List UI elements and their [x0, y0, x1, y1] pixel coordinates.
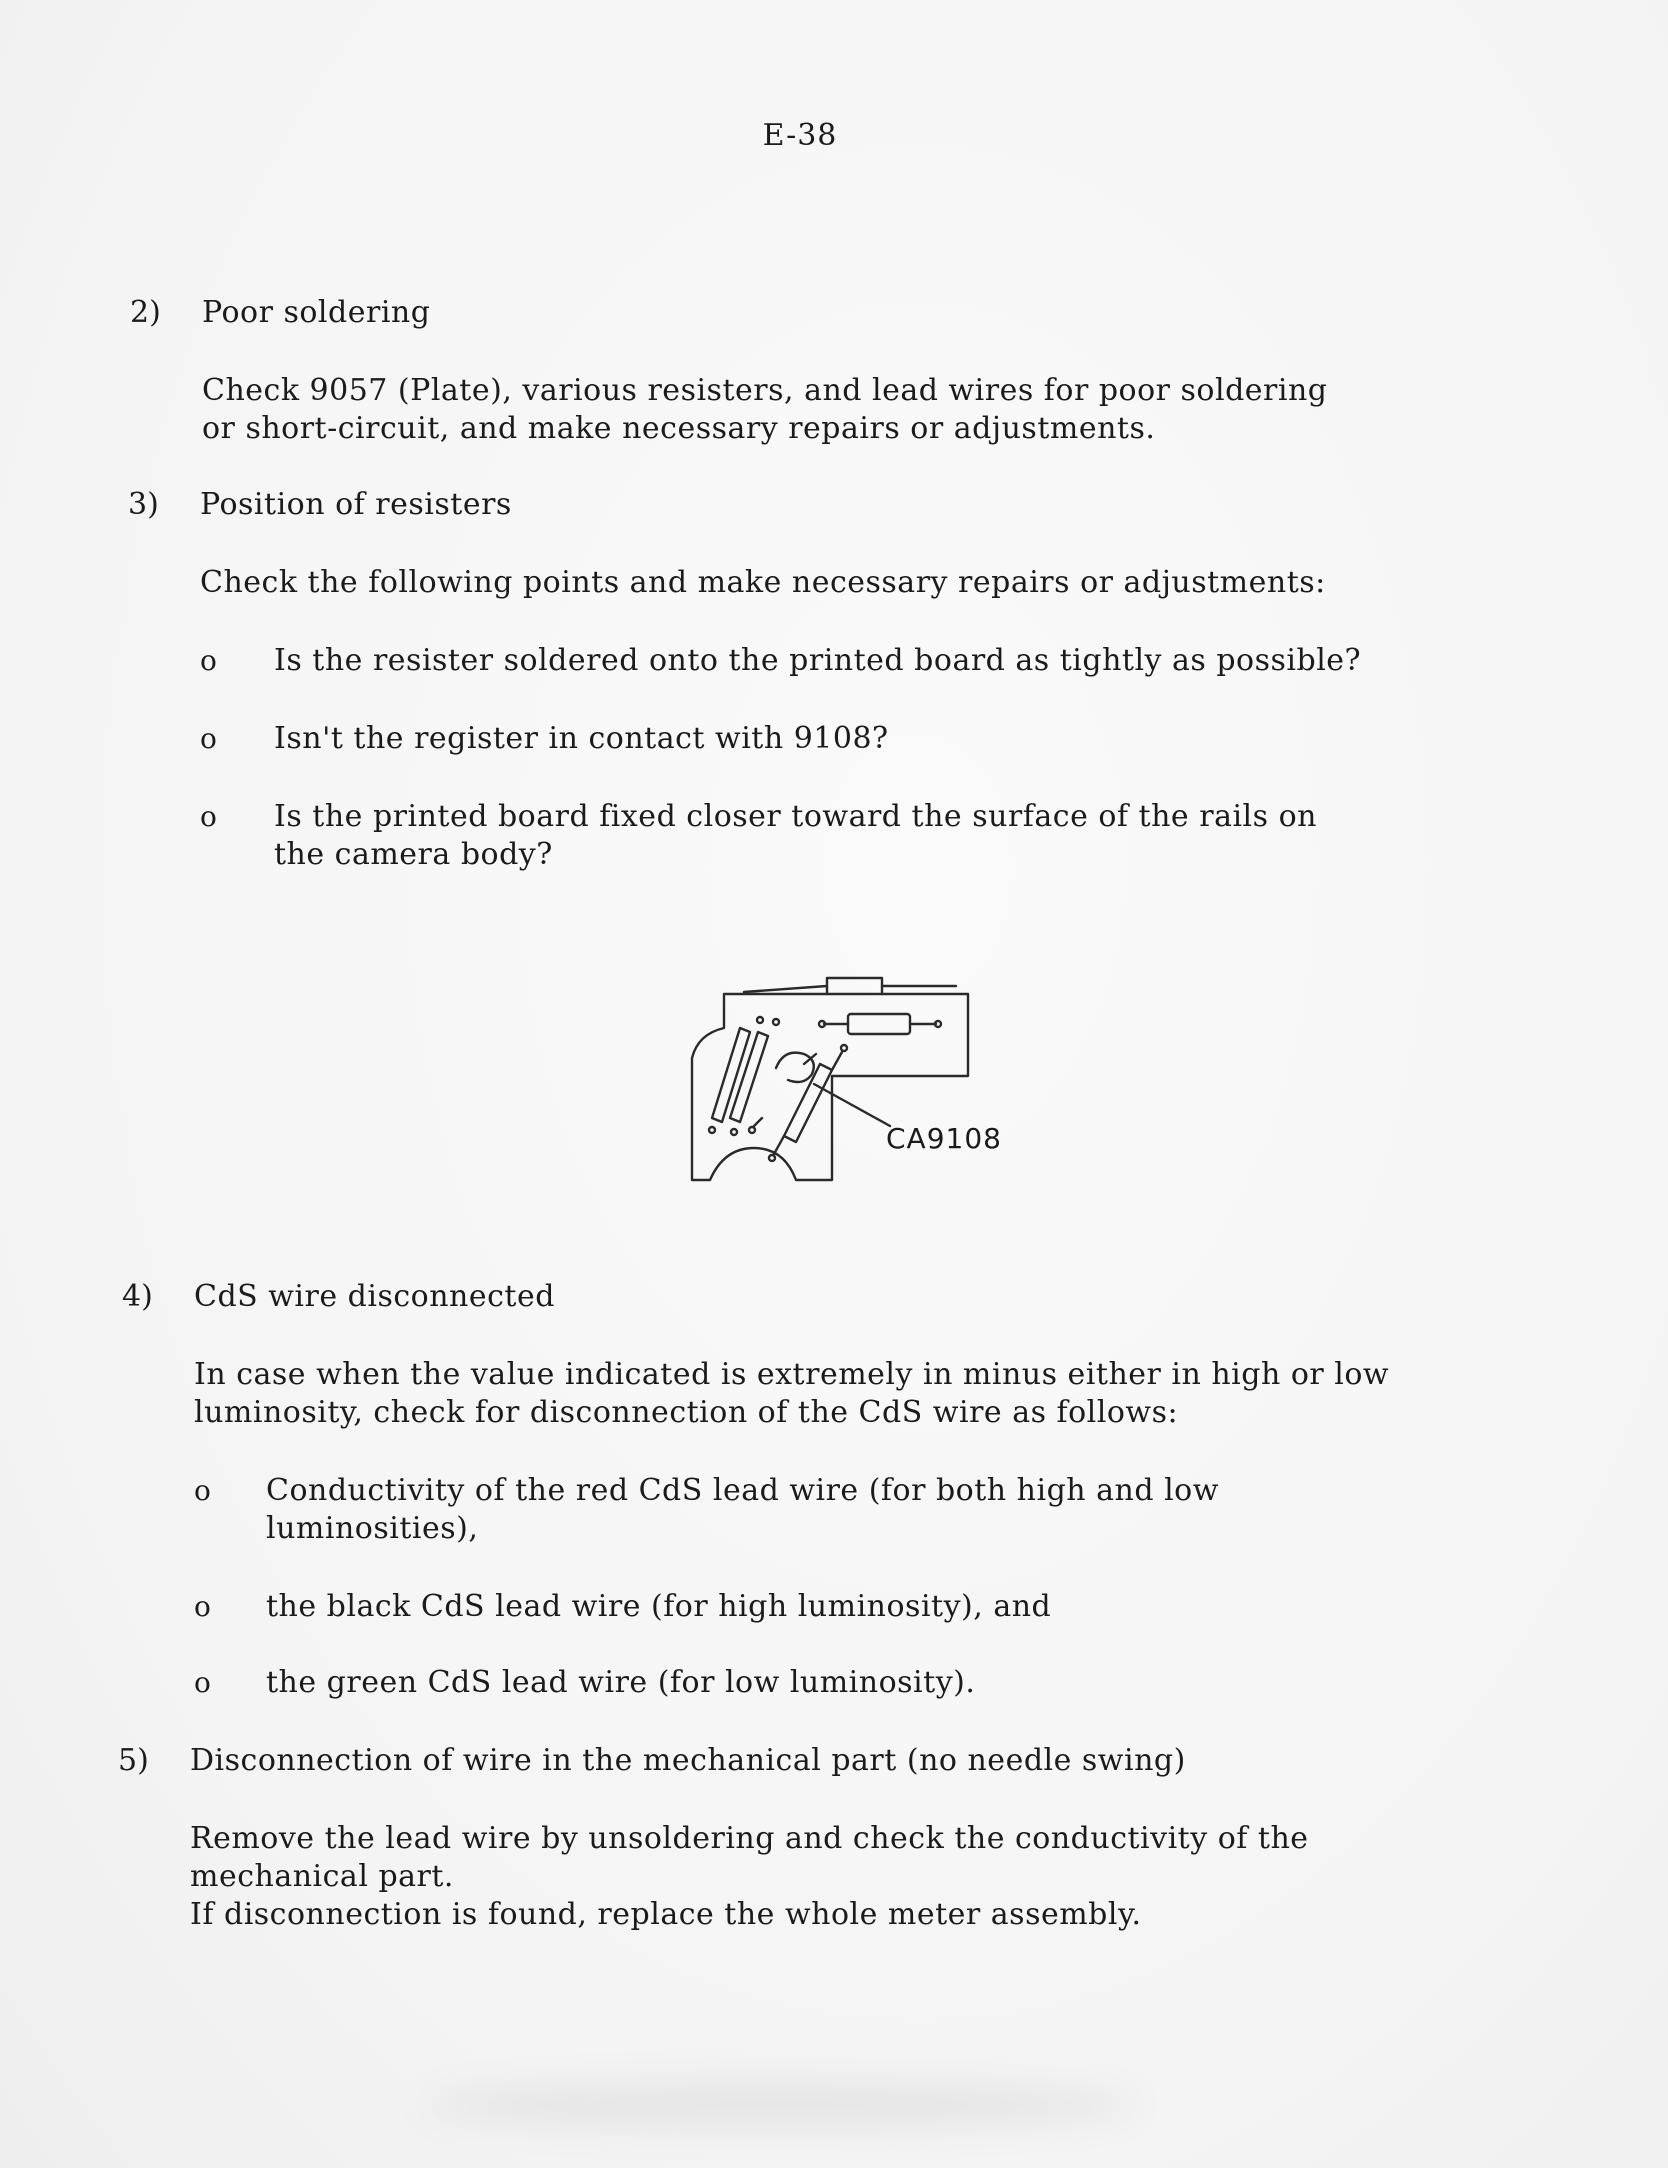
section-number: 4): [122, 1279, 153, 1314]
section-number: 2): [130, 295, 161, 330]
section-paragraph: [190, 1820, 1309, 1934]
top-connector: [827, 978, 882, 994]
bullet-line: Is the printed board fixed closer toward the surface of the rails on: [274, 799, 1317, 834]
leader-line: [814, 1084, 890, 1126]
section-paragraph: [202, 372, 1328, 448]
bullet-line: the green CdS lead wire (for low luminosity).: [266, 1665, 976, 1700]
paragraph-line: If disconnection is found, replace the whole meter assembly.: [190, 1897, 1142, 1932]
paragraph-line: Check 9057 (Plate), various resisters, and lead wires for poor soldering: [202, 373, 1328, 408]
section-heading: CdS wire disconnected: [194, 1279, 555, 1314]
bullet-marker: o: [194, 1590, 211, 1623]
section-heading: Poor soldering: [202, 295, 431, 330]
top-wire-left: [744, 986, 827, 992]
bullet-item: [266, 1588, 1051, 1626]
bullet-line: luminosities),: [266, 1511, 479, 1546]
bullet-line: Conductivity of the red CdS lead wire (for both high and low: [266, 1473, 1219, 1508]
bullet-marker: o: [194, 1474, 211, 1507]
bullet-marker: o: [200, 722, 217, 755]
bullet-marker: o: [200, 644, 217, 677]
section-heading: Disconnection of wire in the mechanical part (no needle swing): [190, 1743, 1186, 1778]
bullet-line: the camera body?: [274, 837, 553, 872]
bullet-marker: o: [194, 1666, 211, 1699]
paragraph-line: In case when the value indicated is extremely in minus either in high or low: [194, 1357, 1390, 1392]
bullet-marker: o: [200, 800, 217, 833]
section-heading: Position of resisters: [200, 487, 512, 522]
curved-wire: [776, 1053, 814, 1082]
bullet-item: [266, 1664, 975, 1702]
scan-shadow: [420, 2080, 1140, 2130]
bullet-line: Is the resister soldered onto the printed board as tightly as possible?: [274, 643, 1362, 678]
bullet-line: the black CdS lead wire (for high luminosity), and: [266, 1589, 1052, 1624]
section-number: 5): [118, 1743, 149, 1778]
page-number: E-38: [762, 118, 838, 153]
bullet-item: [274, 798, 1317, 874]
bullet-item: [266, 1472, 1219, 1548]
bullet-item: [274, 642, 1361, 680]
bullet-item: [274, 720, 889, 758]
paragraph-line: luminosity, check for disconnection of the CdS wire as follows:: [194, 1395, 1179, 1430]
section-number: 3): [128, 487, 159, 522]
printed-board-diagram: [684, 968, 984, 1194]
figure-label: CA9108: [886, 1122, 1002, 1155]
horizontal-resistor: [848, 1014, 910, 1034]
bullet-line: Isn't the register in contact with 9108?: [274, 721, 889, 756]
section-paragraph: [194, 1356, 1389, 1432]
paragraph-line: Remove the lead wire by unsoldering and check the conductivity of the: [190, 1821, 1309, 1856]
paragraph-line: or short-circuit, and make necessary repairs or adjustments.: [202, 411, 1156, 446]
resistor-ca9108: [784, 1064, 832, 1142]
paragraph-line: mechanical part.: [190, 1859, 454, 1894]
section-intro: Check the following points and make necessary repairs or adjustments:: [200, 565, 1326, 600]
